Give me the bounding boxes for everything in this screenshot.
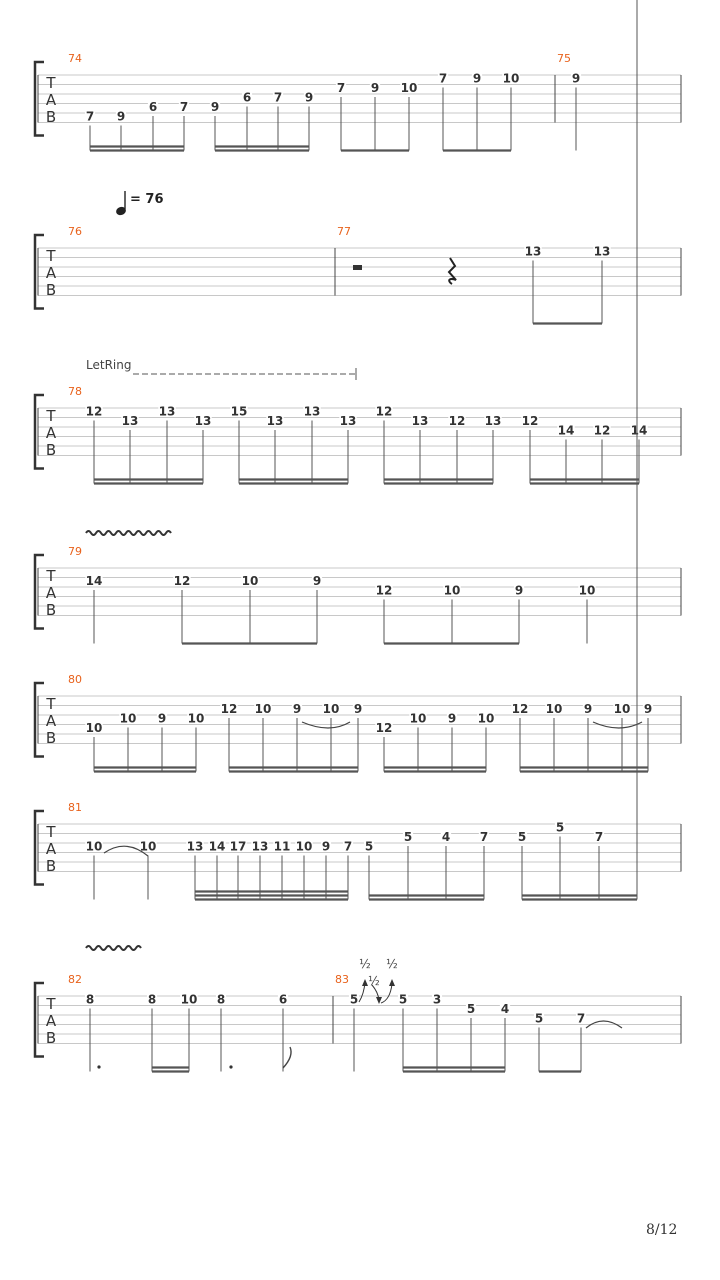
quarter-rest — [449, 258, 456, 284]
fret-number: 5 — [534, 1011, 544, 1026]
fret-number: 13 — [593, 244, 611, 259]
system-bracket — [35, 395, 44, 469]
tab-clef-a: A — [45, 1012, 57, 1030]
measure-number: 81 — [68, 801, 82, 814]
fret-number: 13 — [194, 414, 212, 428]
fret-number: 9 — [304, 90, 314, 105]
fret-number: 5 — [517, 830, 527, 844]
tab-system-3 — [35, 358, 681, 484]
tab-clef-t: T — [46, 995, 56, 1013]
let-ring-label: LetRing — [86, 358, 132, 372]
fret-number: 11 — [273, 839, 291, 854]
fret-number: 13 — [158, 404, 176, 419]
fret-number: 9 — [116, 109, 126, 124]
fret-number: 12 — [173, 574, 191, 588]
fret-number: 7 — [438, 71, 448, 86]
system-bracket — [35, 683, 44, 757]
fret-number: 4 — [441, 830, 451, 844]
tab-clef-a: A — [45, 712, 57, 730]
vibrato-icon — [86, 531, 171, 535]
fret-number: 12 — [220, 702, 238, 716]
fret-number: 7 — [479, 830, 489, 844]
tab-clef-a: A — [45, 584, 57, 602]
fret-number: 12 — [511, 702, 529, 716]
tab-clef-a: A — [45, 91, 57, 109]
fret-number: 13 — [484, 414, 502, 428]
tab-clef-b: B — [45, 857, 57, 875]
fret-number: 14 — [630, 423, 648, 438]
fret-number: 10 — [85, 721, 103, 735]
fret-number: 9 — [210, 100, 220, 114]
fret-number: 7 — [85, 109, 95, 124]
tab-clef-t: T — [46, 695, 56, 713]
tab-clef-t: T — [46, 247, 56, 265]
half-rest — [353, 265, 362, 270]
fret-number: 7 — [336, 81, 346, 95]
measure-number: 79 — [68, 545, 82, 558]
measure-number: 82 — [68, 973, 82, 986]
fret-number: 5 — [364, 839, 374, 854]
fret-number: 8 — [147, 992, 157, 1007]
fret-number: 10 — [322, 702, 340, 716]
fret-number: 12 — [448, 414, 466, 428]
fret-number: 10 — [477, 711, 495, 726]
measure-number: 76 — [68, 225, 82, 238]
fret-number: 13 — [121, 414, 139, 428]
system-bracket — [35, 62, 44, 136]
fret-number: 12 — [375, 721, 393, 735]
fret-number: 10 — [502, 71, 520, 86]
fret-number: 13 — [186, 839, 204, 854]
vibrato-icon — [86, 946, 141, 950]
fret-number: 9 — [353, 702, 363, 716]
fret-number: 5 — [466, 1002, 476, 1016]
measure-number: 78 — [68, 385, 82, 398]
tab-clef-b: B — [45, 281, 57, 299]
fret-number: 9 — [472, 71, 482, 86]
tab-clef-a: A — [45, 424, 57, 442]
fret-number: 10 — [139, 839, 157, 854]
fret-number: 13 — [524, 244, 542, 259]
fret-number: 9 — [583, 702, 593, 716]
fret-number: 8 — [216, 992, 226, 1007]
fret-number: 13 — [339, 414, 357, 428]
system-bracket — [35, 983, 44, 1057]
fret-number: 10 — [254, 702, 272, 716]
fret-number: 12 — [593, 423, 611, 438]
fret-number: 6 — [242, 90, 252, 105]
fret-number: 8 — [85, 992, 95, 1007]
tab-clef-t: T — [46, 567, 56, 585]
fret-number: 17 — [229, 839, 247, 854]
flag — [283, 1047, 291, 1068]
bend-amount: ½ — [359, 957, 371, 971]
tab-system-5 — [35, 673, 681, 772]
tab-clef-b: B — [45, 108, 57, 126]
fret-number: 14 — [85, 574, 103, 588]
fret-number: 7 — [594, 830, 604, 844]
fret-number: 12 — [375, 404, 393, 419]
fret-number: 10 — [578, 583, 596, 598]
fret-number: 7 — [343, 839, 353, 854]
fret-number: 12 — [521, 414, 539, 428]
fret-number: 6 — [148, 100, 158, 114]
measure-number: 74 — [68, 52, 82, 65]
measure-number: 77 — [337, 225, 351, 238]
measure-number: 75 — [557, 52, 571, 65]
bend-arrowhead — [362, 979, 368, 986]
bend-arrowhead — [389, 979, 395, 986]
fret-number: 13 — [411, 414, 429, 428]
system-bracket — [35, 811, 44, 885]
fret-number: 3 — [432, 992, 442, 1007]
fret-number: 13 — [303, 404, 321, 419]
fret-number: 5 — [398, 992, 408, 1007]
tab-clef-b: B — [45, 601, 57, 619]
fret-number: 5 — [403, 830, 413, 844]
fret-number: 9 — [157, 711, 167, 726]
fret-number: 10 — [241, 574, 259, 588]
tab-clef-a: A — [45, 264, 57, 282]
fret-number: 9 — [292, 702, 302, 716]
tab-clef-t: T — [46, 823, 56, 841]
fret-number: 10 — [119, 711, 137, 726]
dot — [229, 1065, 232, 1068]
fret-number: 10 — [180, 992, 198, 1007]
fret-number: 10 — [545, 702, 563, 716]
dot — [97, 1065, 100, 1068]
tab-clef-t: T — [46, 407, 56, 425]
bend-amount: ½ — [368, 974, 380, 988]
fret-number: 9 — [370, 81, 380, 95]
fret-number: 7 — [576, 1011, 586, 1026]
fret-number: 6 — [278, 992, 288, 1007]
fret-number: 14 — [208, 839, 226, 854]
fret-number: 9 — [571, 71, 581, 86]
fret-number: 7 — [273, 90, 283, 105]
tab-clef-b: B — [45, 729, 57, 747]
fret-number: 9 — [447, 711, 457, 726]
tab-system-4 — [35, 531, 681, 644]
fret-number: 10 — [85, 839, 103, 854]
fret-number: 15 — [230, 404, 248, 419]
fret-number: 9 — [312, 574, 322, 588]
system-bracket — [35, 235, 44, 309]
measure-number: 80 — [68, 673, 82, 686]
fret-number: 13 — [251, 839, 269, 854]
measure-number: 83 — [335, 973, 349, 986]
fret-number: 5 — [349, 992, 359, 1007]
bend-arrow — [381, 984, 392, 1003]
fret-number: 10 — [409, 711, 427, 726]
tab-system-7 — [35, 946, 681, 1072]
fret-number: 9 — [643, 702, 653, 716]
fret-number: 10 — [295, 839, 313, 854]
bend-amount: ½ — [386, 957, 398, 971]
fret-number: 9 — [321, 839, 331, 854]
fret-number: 12 — [375, 583, 393, 598]
fret-number: 10 — [187, 711, 205, 726]
system-bracket — [35, 555, 44, 629]
tab-system-1 — [35, 52, 681, 151]
tab-clef-a: A — [45, 840, 57, 858]
fret-number: 7 — [179, 100, 189, 114]
tempo-marking: = 76 — [130, 192, 164, 207]
fret-number: 14 — [557, 423, 575, 438]
page-number: 8/12 — [646, 1222, 678, 1238]
fret-number: 5 — [555, 820, 565, 835]
tab-clef-b: B — [45, 1029, 57, 1047]
fret-number: 4 — [500, 1002, 510, 1016]
fret-number: 10 — [443, 583, 461, 598]
fret-number: 12 — [85, 404, 103, 419]
tab-clef-b: B — [45, 441, 57, 459]
fret-number: 10 — [400, 81, 418, 95]
fret-number: 10 — [613, 702, 631, 716]
fret-number: 9 — [514, 583, 524, 598]
tab-clef-t: T — [46, 74, 56, 92]
fret-number: 13 — [266, 414, 284, 428]
tab-system-2 — [35, 191, 681, 324]
